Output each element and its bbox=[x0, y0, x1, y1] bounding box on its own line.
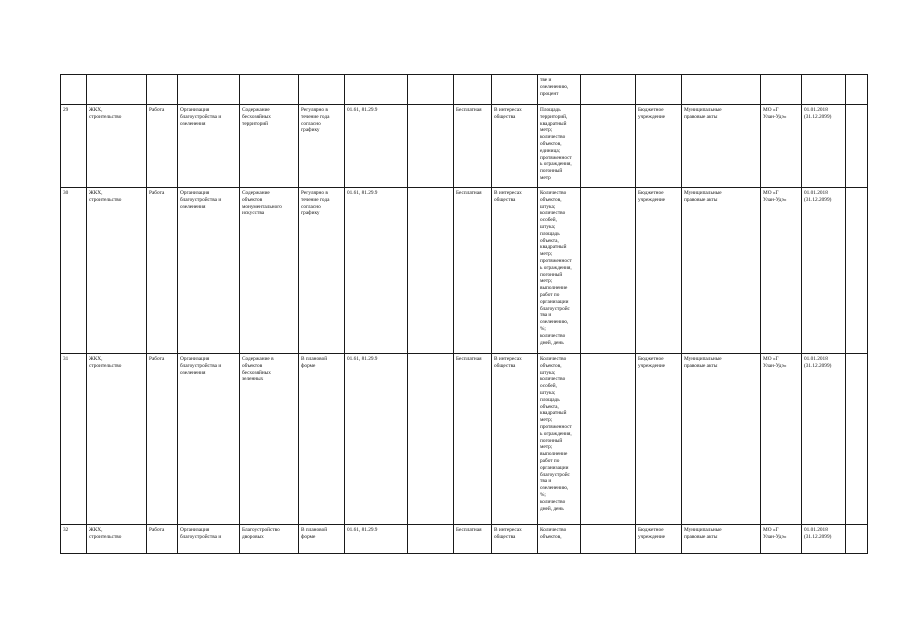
cell-okved bbox=[345, 105, 408, 188]
dates-text: 01.01.2018 (31.12.2099) bbox=[804, 527, 832, 540]
cell-name bbox=[178, 188, 240, 354]
okved-text: 01.61, 81.29.9 bbox=[347, 527, 378, 533]
payment-text: Бесплатная bbox=[456, 190, 482, 196]
cell-provider bbox=[636, 188, 682, 354]
frequency-text: Регулярно в течение года согласно графику bbox=[301, 190, 330, 217]
cell-measure bbox=[538, 188, 581, 354]
cell-frequency bbox=[299, 188, 345, 354]
cell-empty bbox=[581, 105, 636, 188]
cell-acts bbox=[682, 525, 761, 554]
cell-mo bbox=[761, 188, 802, 354]
cell-empty bbox=[581, 354, 636, 525]
acts-text: Муниципальные правовые акты bbox=[684, 356, 722, 369]
cell-sector bbox=[87, 188, 147, 354]
cell-frequency bbox=[299, 75, 345, 105]
content-text: Содержание объектов монументального искусства bbox=[242, 190, 282, 217]
cell-empty bbox=[408, 525, 454, 554]
name-text: Организация благоустройства и озеленения bbox=[180, 356, 222, 376]
cell-consumers bbox=[492, 75, 538, 105]
acts-text: Муниципальные правовые акты bbox=[684, 107, 722, 120]
content-text: Благоустройство дворовых bbox=[242, 527, 280, 540]
cell-provider bbox=[636, 105, 682, 188]
cell-number bbox=[61, 105, 87, 188]
table-row bbox=[61, 525, 868, 554]
measure-text: тве и озеленению, процент bbox=[540, 77, 569, 97]
cell-consumers bbox=[492, 188, 538, 354]
cell-consumers bbox=[492, 354, 538, 525]
cell-name bbox=[178, 75, 240, 105]
cell-okved bbox=[345, 354, 408, 525]
mo-text: МО «Г Улан-Удэ» bbox=[763, 527, 787, 540]
cell-number bbox=[61, 354, 87, 525]
name-text: Организация благоустройства и озеленения bbox=[180, 107, 222, 127]
cell-dates bbox=[802, 354, 846, 525]
dates-text: 01.01.2018 (31.12.2099) bbox=[804, 107, 832, 120]
cell-acts bbox=[682, 75, 761, 105]
cell-type bbox=[147, 525, 178, 554]
consumers-text: В интересах общества bbox=[494, 527, 522, 540]
cell-empty bbox=[408, 188, 454, 354]
type-text: Работа bbox=[149, 107, 165, 113]
dates-text: 01.01.2018 (31.12.2099) bbox=[804, 356, 832, 369]
cell-mo bbox=[761, 354, 802, 525]
cell-acts bbox=[682, 105, 761, 188]
name-text: Организация благоустройства и озеленения bbox=[180, 190, 222, 210]
cell-empty bbox=[846, 75, 868, 105]
cell-payment bbox=[454, 525, 492, 554]
cell-frequency bbox=[299, 354, 345, 525]
cell-payment bbox=[454, 354, 492, 525]
table-row bbox=[61, 188, 868, 354]
payment-text: Бесплатная bbox=[456, 356, 482, 362]
provider-text: Бюджетное учреждение bbox=[638, 190, 666, 203]
row-number: 32 bbox=[63, 527, 69, 533]
cell-payment bbox=[454, 75, 492, 105]
measure-text: Количество объектов, штука; количество особей, штука; площадь объекта, квадратный метр; протяженност ь ограждения, погонный метр; выполнение работ по организации благоустройс тва и озеленению, %; количество дней, день bbox=[540, 190, 572, 346]
measure-text: Количество объектов, bbox=[540, 527, 567, 540]
cell-measure bbox=[538, 354, 581, 525]
provider-text: Бюджетное учреждение bbox=[638, 107, 666, 120]
frequency-text: В плановой форме bbox=[301, 356, 328, 369]
cell-content bbox=[240, 354, 299, 525]
cell-consumers bbox=[492, 105, 538, 188]
cell-type bbox=[147, 105, 178, 188]
cell-provider bbox=[636, 525, 682, 554]
measure-text: Количество объектов, штука; количество особей, штука; площадь объекта, квадратный метр; протяженност ь ограждения, погонный метр; выполнение работ по организации благоустройс тва и озеленению, %; количество дней, день bbox=[540, 356, 572, 512]
mo-text: МО «Г Улан-Удэ» bbox=[763, 190, 787, 203]
cell-mo bbox=[761, 75, 802, 105]
cell-type bbox=[147, 354, 178, 525]
provider-text: Бюджетное учреждение bbox=[638, 356, 666, 369]
measure-text: Площадь территорий, квадратный метр; количество объектов, единица; протяженност ь ограждения, погонный метр bbox=[540, 107, 572, 181]
cell-measure bbox=[538, 105, 581, 188]
cell-sector bbox=[87, 354, 147, 525]
cell-content bbox=[240, 525, 299, 554]
cell-frequency bbox=[299, 105, 345, 188]
cell-empty bbox=[846, 354, 868, 525]
cell-content bbox=[240, 105, 299, 188]
cell-number bbox=[61, 188, 87, 354]
cell-acts bbox=[682, 188, 761, 354]
cell-number bbox=[61, 75, 87, 105]
cell-empty bbox=[846, 105, 868, 188]
cell-empty bbox=[581, 525, 636, 554]
table-row bbox=[61, 75, 868, 105]
cell-consumers bbox=[492, 525, 538, 554]
cell-name bbox=[178, 105, 240, 188]
cell-empty bbox=[581, 75, 636, 105]
cell-empty bbox=[846, 525, 868, 554]
sector-text: ЖКХ, строительство bbox=[89, 190, 122, 203]
okved-text: 01.61, 81.29.9 bbox=[347, 190, 378, 196]
cell-empty bbox=[846, 188, 868, 354]
cell-empty bbox=[581, 188, 636, 354]
cell-provider bbox=[636, 354, 682, 525]
cell-okved bbox=[345, 525, 408, 554]
sector-text: ЖКХ, строительство bbox=[89, 107, 122, 120]
consumers-text: В интересах общества bbox=[494, 107, 522, 120]
consumers-text: В интересах общества bbox=[494, 356, 522, 369]
cell-type bbox=[147, 188, 178, 354]
mo-text: МО «Г Улан-Удэ» bbox=[763, 107, 787, 120]
cell-content bbox=[240, 75, 299, 105]
payment-text: Бесплатная bbox=[456, 527, 482, 533]
mo-text: МО «Г Улан-Удэ» bbox=[763, 356, 787, 369]
cell-number bbox=[61, 525, 87, 554]
cell-sector bbox=[87, 105, 147, 188]
name-text: Организация благоустройства и bbox=[180, 527, 222, 540]
content-text: Содержание бесхозяйных территорий bbox=[242, 107, 271, 127]
type-text: Работа bbox=[149, 356, 165, 362]
provider-text: Бюджетное учреждение bbox=[638, 527, 666, 540]
dates-text: 01.01.2018 (31.12.2099) bbox=[804, 190, 832, 203]
cell-sector bbox=[87, 525, 147, 554]
sector-text: ЖКХ, строительство bbox=[89, 356, 122, 369]
cell-empty bbox=[408, 354, 454, 525]
cell-type bbox=[147, 75, 178, 105]
row-number: 30 bbox=[63, 190, 69, 196]
frequency-text: Регулярно в течение года согласно графику bbox=[301, 107, 330, 134]
cell-provider bbox=[636, 75, 682, 105]
cell-frequency bbox=[299, 525, 345, 554]
cell-dates bbox=[802, 188, 846, 354]
acts-text: Муниципальные правовые акты bbox=[684, 527, 722, 540]
cell-dates bbox=[802, 105, 846, 188]
cell-payment bbox=[454, 105, 492, 188]
cell-content bbox=[240, 188, 299, 354]
cell-payment bbox=[454, 188, 492, 354]
payment-text: Бесплатная bbox=[456, 107, 482, 113]
row-number: 29 bbox=[63, 107, 69, 113]
cell-sector bbox=[87, 75, 147, 105]
row-number: 31 bbox=[63, 356, 69, 362]
cell-okved bbox=[345, 75, 408, 105]
cell-empty bbox=[408, 75, 454, 105]
consumers-text: В интересах общества bbox=[494, 190, 522, 203]
sector-text: ЖКХ, строительство bbox=[89, 527, 122, 540]
cell-dates bbox=[802, 525, 846, 554]
cell-measure bbox=[538, 75, 581, 105]
cell-measure bbox=[538, 525, 581, 554]
okved-text: 01.61, 81.29.9 bbox=[347, 356, 378, 362]
cell-acts bbox=[682, 354, 761, 525]
acts-text: Муниципальные правовые акты bbox=[684, 190, 722, 203]
table-row bbox=[61, 354, 868, 525]
cell-empty bbox=[408, 105, 454, 188]
services-registry-table bbox=[60, 74, 868, 554]
frequency-text: В плановой форме bbox=[301, 527, 328, 540]
cell-name bbox=[178, 525, 240, 554]
table-row bbox=[61, 105, 868, 188]
cell-dates bbox=[802, 75, 846, 105]
okved-text: 01.61, 81.29.9 bbox=[347, 107, 378, 113]
cell-okved bbox=[345, 188, 408, 354]
type-text: Работа bbox=[149, 190, 165, 196]
content-text: Содержание в объектов бесхозяйных зеленных bbox=[242, 356, 274, 383]
type-text: Работа bbox=[149, 527, 165, 533]
cell-name bbox=[178, 354, 240, 525]
cell-mo bbox=[761, 105, 802, 188]
cell-mo bbox=[761, 525, 802, 554]
